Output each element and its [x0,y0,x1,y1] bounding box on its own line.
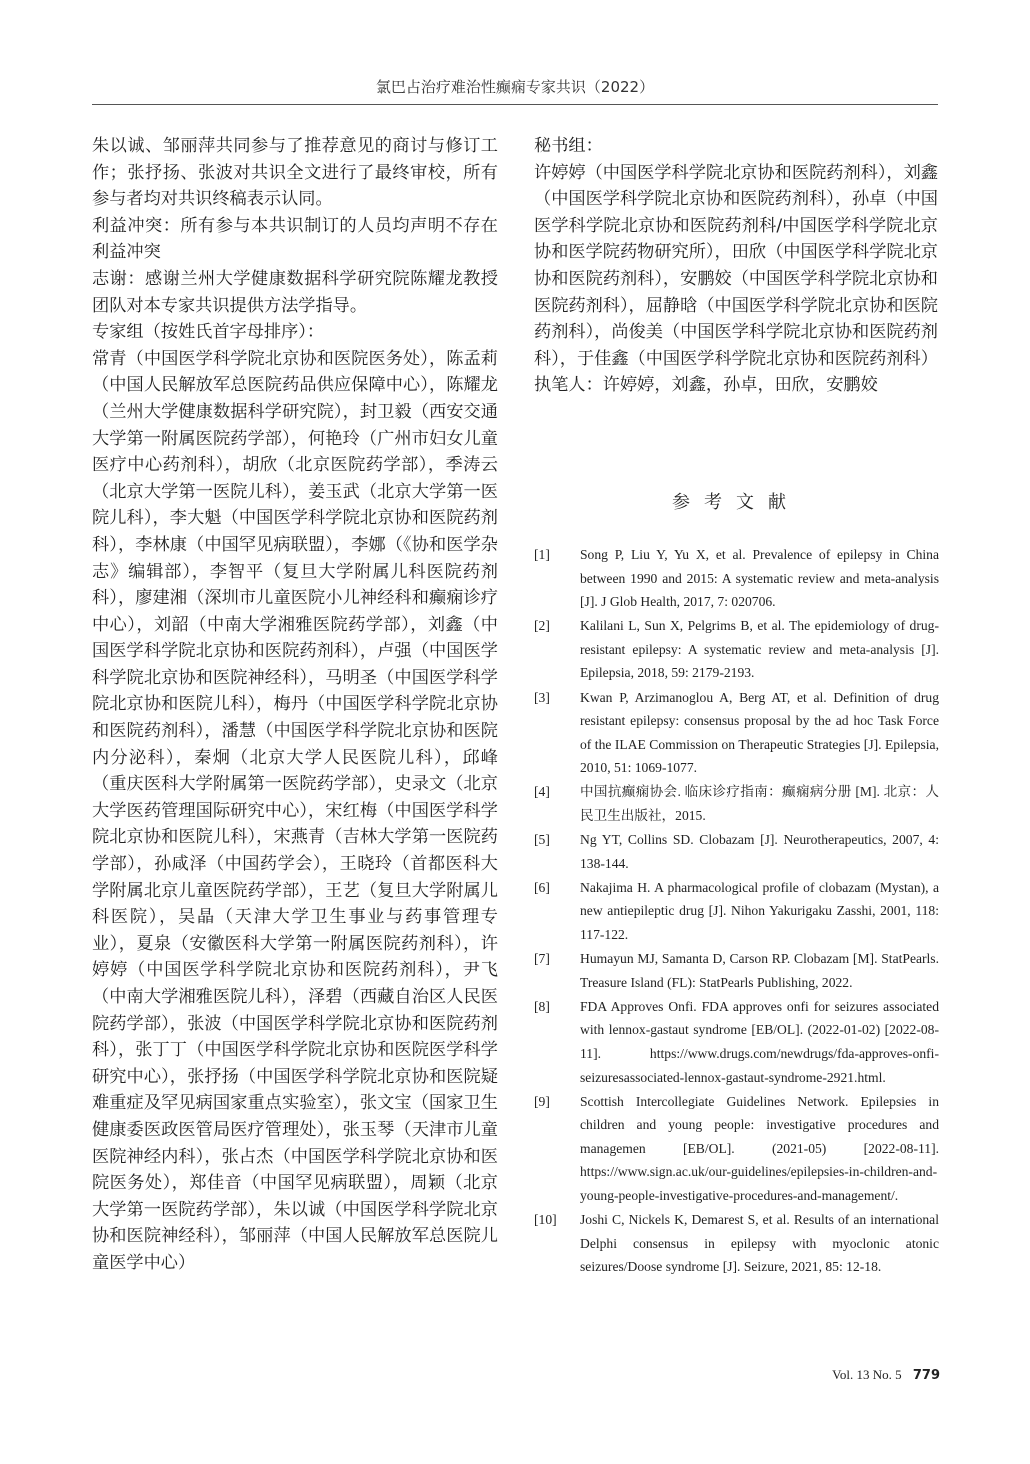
reference-number: [2] [534,618,550,634]
reference-item [534,614,939,685]
reference-text: Humayun MJ, Samanta D, Carson RP. Clobazam [M]. StatPearls. Treasure Island (FL): StatPearls Publishing, 2022. [580,951,939,990]
secretariat-label: 秘书组： [534,136,603,156]
reference-text: Ng YT, Collins SD. Clobazam [J]. Neurotherapeutics, 2007, 4: 138-144. [580,832,939,871]
references-heading: 参考文献 [672,492,800,513]
reference-number: [7] [534,951,550,967]
conflict-of-interest: 利益冲突：所有参与本共识制订的人员均声明不存在利益冲突 [92,215,498,263]
reference-item [534,1208,939,1279]
page-footer [832,1367,940,1383]
reference-item [534,1090,939,1208]
reference-item [534,543,939,614]
reference-item [534,995,939,1089]
left-column [92,133,498,1277]
reference-number: [4] [534,784,550,800]
right-column [534,133,938,399]
reference-text: Kalilani L, Sun X, Pelgrims B, et al. The epidemiology of drug-resistant epilepsy: A systematic review and meta-analysis [J]. Epilepsia, 2018, 59: 2179-2193. [580,618,939,681]
reference-number: [3] [534,689,550,705]
reference-number: [5] [534,832,550,848]
acknowledgement: 志谢：感谢兰州大学健康数据科学研究院陈耀龙教授团队对本专家共识提供方法学指导。 [92,268,498,316]
reference-number: [9] [534,1093,550,1109]
reference-item [534,686,939,780]
reference-item [534,780,939,827]
reference-text: Joshi C, Nickels K, Demarest S, et al. Results of an international Delphi consensus in epilepsy with myoclonic atonic seizures/Doose syndrome [J]. Seizure, 2021, 85: 12-18. [580,1212,939,1275]
secretariat-members: 许婷婷（中国医学科学院北京协和医院药剂科），刘鑫（中国医学科学院北京协和医院药剂科），孙卓（中国医学科学院北京协和医院药剂科/中国医学科学院北京协和医学院药物研究所），田欣（中国医学科学院北京协和医院药剂科），安鹏姣（中国医学科学院北京协和医院药剂科），屈静晗（中国医学科学院北京协和医院药剂科），尚俊美（中国医学科学院北京协和医院药剂科），于佳鑫（中国医学科学院北京协和医院药剂科） [534,162,938,369]
expert-group-label: 专家组（按姓氏首字母排序）： [92,322,325,343]
reference-text: Song P, Liu Y, Yu X, et al. Prevalence of epilepsy in China between 1990 and 2015: A systematic review and meta-analysis [J]. J Glob Health, 2017, 7: 020706. [580,547,939,610]
reference-text: Scottish Intercollegiate Guidelines Network. Epilepsies in children and young people: investigative procedures and managemen [EB/OL]. (2021-05) [2022-08-11]. https://www.sign.ac.uk/our-guidelines/epilepsies-in-children-and-young-people-investigative-procedures-and-management/. [580,1093,939,1204]
reference-text: 中国抗癫痫协会. 临床诊疗指南：癫痫病分册 [M]. 北京：人民卫生出版社，2015. [580,784,939,824]
reference-item [534,876,939,947]
reference-number: [10] [534,1212,557,1228]
writers: 执笔人：许婷婷，刘鑫，孙卓，田欣，安鹏姣 [534,375,878,396]
reference-number: [1] [534,547,550,562]
reference-text: Nakajima H. A pharmacological profile of clobazam (Mystan), a new antiepileptic drug [J]. Nihon Yakurigaku Zasshi, 2001, 118: 117-122. [580,879,939,942]
reference-number: [6] [534,879,550,895]
reference-text: Kwan P, Arzimanoglou A, Berg AT, et al. Definition of drug resistant epilepsy: consensus proposal by the ad hoc Task Force of the ILAE Commission on Therapeutic Strategies [J]. Epilepsia, 2010, 51: 1069-1077. [580,689,939,776]
reference-text: FDA Approves Onfi. FDA approves onfi for seizures associated with lennox-gastaut syndrome [EB/OL]. (2022-01-02) [2022-08-11]. https://www.drugs.com/newdrugs/fda-approves-onfi-seizuresassociated-lennox-gastaut-syndrome-2921.html. [580,998,939,1085]
header-rule [92,104,938,105]
volume-issue: Vol. 13 No. 5 [832,1367,902,1382]
reference-list [534,543,939,1279]
expert-group-members: 常青（中国医学科学院北京协和医院医务处），陈孟莉（中国人民解放军总医院药品供应保障中心），陈耀龙（兰州大学健康数据科学研究院），封卫毅（西安交通大学第一附属医院药学部），何艳玲（广州市妇女儿童医疗中心药剂科），胡欣（北京医院药学部），季涛云（北京大学第一医院儿科），姜玉武（北京大学第一医院儿科），李大魁（中国医学科学院北京协和医院药剂科），李林康（中国罕见病联盟），李娜（《协和医学杂志》编辑部），李智平（复旦大学附属儿科医院药剂科），廖建湘（深圳市儿童医院小儿神经科和癫痫诊疗中心），刘韶（中南大学湘雅医院药学部），刘鑫（中国医学科学院北京协和医院药剂科），卢强（中国医学科学院北京协和医院神经科），马明圣（中国医学科学院北京协和医院儿科），梅丹（中国医学科学院北京协和医院药剂科），潘慧（中国医学科学院北京协和医院内分泌科），秦炯（北京大学人民医院儿科），邱峰（重庆医科大学附属第一医院药学部），史录文（北京大学医药管理国际研究中心），宋红梅（中国医学科学院北京协和医院儿科），宋燕青（吉林大学第一医院药学部），孙咸泽（中国药学会），王晓玲（首都医科大学附属北京儿童医院药学部），王艺（复旦大学附属儿科医院），吴晶（天津大学卫生事业与药事管理专业），夏泉（安徽医科大学第一附属医院药剂科），许婷婷（中国医学科学院北京协和医院药剂科），尹飞（中南大学湘雅医院儿科），泽碧（西藏自治区人民医院药学部），张波（中国医学科学院北京协和医院药剂科），张丁丁（中国医学科学院北京协和医院医学科学研究中心），张抒扬（中国医学科学院北京协和医院疑难重症及罕见病国家重点实验室），张文宝（国家卫生健康委医政医管局医疗管理处），张玉琴（天津市儿童医院神经内科），张占杰（中国医学科学院北京协和医院医务处），郑佳音（中国罕见病联盟），周颖（北京大学第一医院药学部），朱以诚（中国医学科学院北京协和医院神经科），邹丽萍（中国人民解放军总医院儿童医学中心） [92,348,498,1273]
reference-item [534,828,939,875]
reference-item [534,947,939,994]
running-title: 氯巴占治疗难治性癫痫专家共识（2022） [375,78,655,96]
reference-number: [8] [534,998,550,1014]
page-number: 779 [912,1368,940,1383]
contribution-paragraph: 朱以诚、邹丽萍共同参与了推荐意见的商讨与修订工作；张抒扬、张波对共识全文进行了最终审校，所有参与者均对共识终稿表示认同。 [92,136,498,210]
